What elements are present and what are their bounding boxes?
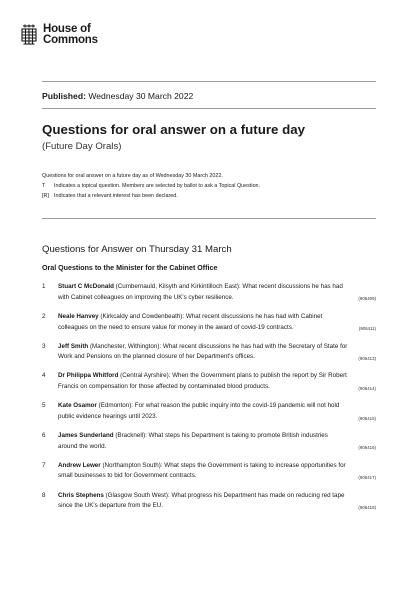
question-item	[42, 282, 376, 303]
question-text: (Kirkcaldy and Cowdenbeath): What recent discussions he has had with Cabinet colleagues on the need to ensure value for money in the award of covid-19 contracts.	[58, 312, 323, 331]
question-item	[42, 401, 376, 422]
question-ref: (906416)	[358, 445, 376, 451]
question-member: Kate Osamor	[58, 402, 97, 410]
note-text: Indicates a topical question. Members are selected by ballot to ask a Topical Question.	[54, 183, 261, 189]
question-number: 6	[42, 431, 46, 439]
question-text: (Glasgow South West): What progress his Department has made on reducing red tape since the UK's departure from the EU.	[58, 491, 345, 510]
question-member: Andrew Lewer	[58, 461, 101, 469]
note-relevant-interest	[42, 191, 362, 201]
page-subtitle: (Future Day Orals)	[42, 141, 122, 152]
question-item	[42, 431, 376, 452]
question-ref: (906409)	[358, 296, 376, 302]
question-ref: (906413)	[358, 356, 376, 361]
question-member: Chris Stephens	[58, 491, 104, 499]
question-text: (Manchester, Withington): What recent discussions he has had with the Secretary of State for Work and Pensions on the planned closure of her Department's offices.	[58, 342, 348, 361]
published-date: Wednesday 30 March 2022	[85, 91, 194, 101]
question-item	[42, 342, 376, 363]
note-key: [R]	[42, 193, 49, 199]
logo-wordmark	[43, 24, 98, 46]
intro-notes	[42, 171, 362, 201]
question-number: 8	[42, 491, 46, 499]
question-ref: (906417)	[358, 475, 376, 481]
question-ref: (906415)	[358, 415, 376, 421]
note-text: Indicates that a relevant interest has been declared.	[54, 193, 178, 199]
published-divider	[42, 108, 376, 109]
question-number: 2	[42, 312, 46, 320]
note-topical	[42, 181, 362, 191]
question-text: (Northampton South): What steps the Government is taking to increase opportunities for small businesses to bid for Government contracts.	[58, 461, 346, 480]
logo-line-1: House of	[43, 23, 91, 35]
house-of-commons-logo	[20, 24, 98, 46]
question-item	[42, 461, 376, 482]
question-member: Neale Hanvey	[58, 312, 99, 320]
question-ref: (906411)	[358, 326, 376, 332]
question-number: 5	[42, 402, 46, 410]
question-text: (Bracknell): What steps his Department is taking to promote British industries around the world.	[58, 431, 328, 450]
question-text: (Edmonton): For what reason the public inquiry into the covid-19 pandemic will not hold public evidence hearings until 2023.	[58, 402, 340, 420]
question-number: 1	[42, 283, 46, 290]
question-item	[42, 371, 376, 392]
question-text: (Cumbernauld, Kilsyth and Kirkintilloch East): What recent discussions he has had with Cabinet colleagues on improving the UK's cyber resilience.	[58, 283, 343, 301]
question-text: (Central Ayrshire): When the Government plans to publish the report by Sir Robert Francis on compensation for those affected by contaminated blood products.	[58, 372, 347, 391]
question-number: 3	[42, 342, 46, 350]
top-divider	[42, 81, 376, 82]
section-heading: Questions for Answer on Thursday 31 March	[42, 244, 232, 255]
question-number: 4	[42, 372, 46, 380]
question-member: Stuart C McDonald	[58, 283, 114, 290]
question-list	[42, 282, 376, 520]
page-title: Questions for oral answer on a future day	[42, 122, 306, 137]
intro-line: Questions for oral answer on a future day as of Wednesday 30 March 2022.	[42, 173, 223, 179]
question-member: Dr Philippa Whitford	[58, 372, 119, 380]
portcullis-icon	[20, 24, 38, 46]
logo-line-2: Commons	[43, 34, 98, 46]
question-member: Jeff Smith	[58, 342, 89, 350]
question-ref: (906418)	[358, 504, 376, 510]
question-item	[42, 491, 376, 512]
question-member: James Sunderland	[58, 431, 114, 439]
question-item	[42, 312, 376, 333]
intro-divider	[42, 218, 376, 219]
question-number: 7	[42, 461, 46, 469]
note-key: T	[42, 183, 46, 189]
question-ref: (906414)	[358, 385, 376, 391]
sub-heading: Oral Questions to the Minister for the Cabinet Office	[42, 264, 218, 272]
published-label: Published:	[42, 91, 86, 101]
published-line	[42, 91, 193, 101]
